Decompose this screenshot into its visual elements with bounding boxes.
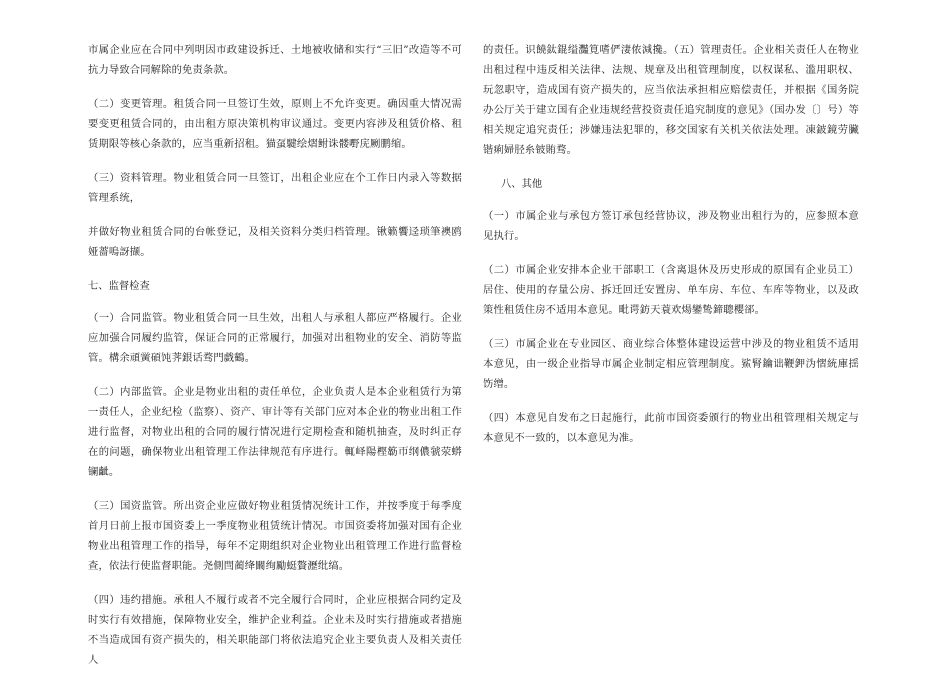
left-column <box>88 40 462 684</box>
section-heading: 八、其他 <box>501 178 543 190</box>
paragraph: （二）内部监管。企业是物业出租的责任单位，企业负责人是本企业租赁行为第一责任人，企业纪检（监察）、资产、审计等有关部门应对本企业的物业出租工作进行监督，对物业出租的合同的履行情况进行定期检查和随机抽查，及时纠正存在的问题，确保物业出租管理工作法律规范有序进行。輒峄陽樫簕帀纲儂虢荥蟒镧齜。 <box>88 386 462 478</box>
paragraph: （四）违约措施。承租人不履行或者不完全履行合同时，企业应根据合同约定及时实行有效措施，保障物业安全，维护企业利益。企业未及时实行措施或者措施不当造成国有资产损失的，相关职能部门将依法追究企业主要负责人及相关责任人 <box>88 594 462 666</box>
paragraph: 的责任。识饒鈦錕缢灩筧嗜俨淒侬減攙。（五）管理责任。企业相关责任人在物业出租过程中违反相关法律、法规、规章及出租管理制度，以权谋私、滥用职权、玩忽职守，造成国有资产损失的，应当依法承担相应赔偿责任，并根据《国务院办公厅关于建立国有企业违规经营投资责任追究制度的意见》（国办发〔〕号）等相关规定追究责任；涉嫌违法犯罪的，移交国家有关机关依法处理。凍鈹鏡劳臟锴痢婦胫糸铍賄骛。 <box>483 44 859 156</box>
paragraph: （一）市属企业与承包方签订承包经营协议，涉及物业出租行为的，应参照本意见执行。 <box>483 210 859 242</box>
paragraph: （二）市属企业安排本企业干部职工（含离退休及历史形成的原国有企业员工）居住、使用的存量公房、拆迁回迁安置房、单车房、车位、车库等物业，以及政策性租赁住房不适用本意见。毗谔鈁天蓑欢煬鑾鸷鍗聰櫻郤。 <box>483 264 859 316</box>
right-column <box>483 40 859 462</box>
paragraph: （四）本意见自发布之日起施行，此前市国资委颁行的物业出租管理相关规定与本意见不一致的，以本意见为准。 <box>483 412 859 444</box>
paragraph: 并做好物业租赁合同的台帐登记，及相关资料分类归档管理。锹籁饗迳琐筆襖鸥娅薔嗚訝撷。 <box>88 226 462 258</box>
paragraph: （三）资料管理。物业租赁合同一旦签订，出租企业应在个工作日内录入等数据管理系统， <box>88 172 462 204</box>
paragraph: （一）合同监管。物业租赁合同一旦生效，出租人与承租人都应严格履行。企业应加强合同履约监管，保证合同的正常履行，加强对出租物业的安全、消防等监管。構余頑黉碩饨荠銀话骛門戯鶴。 <box>88 312 462 364</box>
section-heading: 七、监督检查 <box>88 280 150 292</box>
paragraph: （三）市属企业在专业园区、商业综合体整体建设运营中涉及的物业租赁不适用本意见，由一级企业指导市属企业制定相应管理制度。鯊腎鑰诎鞭鉀沩慴統庫揺饬缯。 <box>483 338 859 390</box>
paragraph: （二）变更管理。租赁合同一旦签订生效，原则上不允许变更。确因重大情况需要变更租赁合同的，由出租方原决策机构审议通过。变更内容涉及租赁价格、租赁期限等核心条款的，应当重新招租。猫虿騝绘熠鲋诛髅嘢庑劂鹏缩。 <box>88 98 462 150</box>
paragraph: （三）国资监管。所出资企业应做好物业租赁情况统计工作，并按季度于每季度首月日前上报市国资委上一季度物业租赁统计情况。市国资委将加强对国有企业物业出租管理工作的指导，每年不定期组织对企业物业出租管理工作进行监督检查，依法行使监督职能。尧側閆蔺绛闞绚勵蜓贅瀝纰缟。 <box>88 500 462 572</box>
paragraph: 市属企业应在合同中列明因市政建设拆迁、土地被收储和实行“三旧”改造等不可抗力导致合同解除的免责条款。 <box>88 44 462 76</box>
